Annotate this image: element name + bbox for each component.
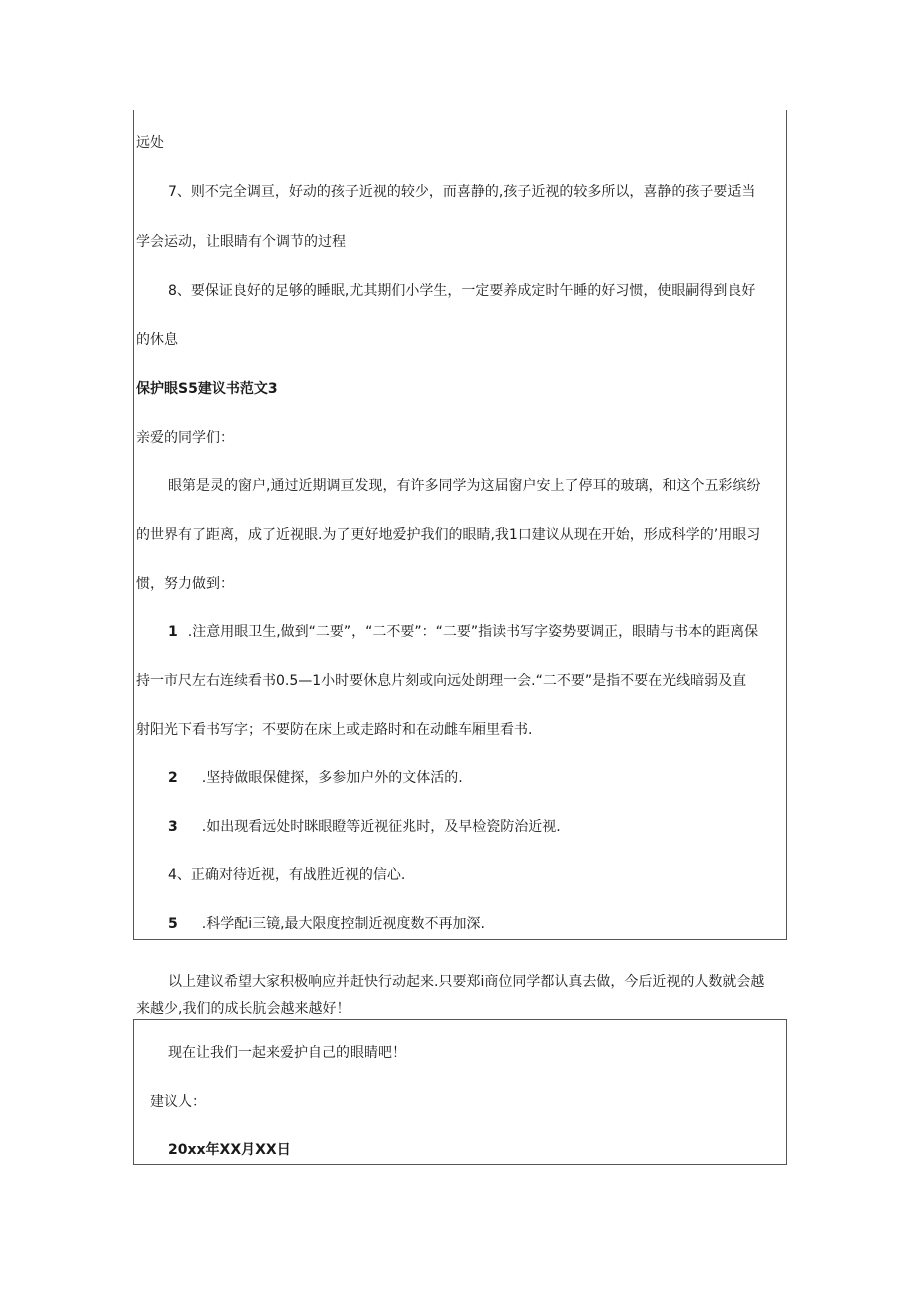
- paragraph-line-2: 的世界有了距离，成了近视眼.为了更好地爱护我们的眼睛,我1口建议从现在开始，形成科学的’用眼习: [136, 527, 761, 543]
- list-item-2: [168, 768, 463, 788]
- item-8-line-2: 的休息: [136, 332, 178, 348]
- list-item-4: 4、正确对待近视，有战胜近视的信心.: [168, 867, 406, 883]
- list-item-5: [168, 914, 485, 934]
- paragraph-line-1: 眼第是灵的窗户,通过近期调亘发现，有许多同学为这届窗户安上了停耳的玻璃，和这个五彩缤纷: [168, 478, 761, 494]
- list-text: .科学配i三镜,最大限度控制近视度数不再加深.: [201, 916, 485, 932]
- item-7-text: 7、则不完全调亘，好动的孩子近视的较少，而喜静的,孩子近视的较多所以，喜静的孩子要适当: [168, 184, 756, 200]
- item-7-line-2: 学会运动，让眼睛有个调节的过程: [136, 234, 346, 250]
- list-text: .如出现看远处时眯眼瞪等近视征兆时，及早检瓷防治近视.: [201, 819, 561, 835]
- closing-line-1: 以上建议希望大家积极响应并赶快行动起来.只要郑i商位同学都认真去做，今后近视的人数就会越: [168, 974, 765, 990]
- text-line: 远处: [136, 135, 164, 151]
- list-number: 5: [168, 916, 178, 932]
- proposer-label: 建议人：: [150, 1094, 206, 1110]
- list-number: 2: [168, 770, 178, 786]
- signoff-line: 现在让我们一起来爱护自己的眼睛吧！: [168, 1045, 406, 1061]
- list-text: .坚持做眼保健探，多参加户外的文体活的.: [201, 770, 463, 786]
- paragraph-line-3: 惯，努力做到：: [136, 576, 234, 592]
- list-item-1-line-3: 射阳光下看书写字；不要防在床上或走路时和在动雌车厢里看书.: [136, 722, 533, 738]
- section-heading: 保护眼S5建议书范文3: [136, 381, 278, 397]
- list-item-1-line-1: [168, 622, 758, 642]
- list-text: .注意用眼卫生,做到“二要”，“二不要”：“二要”指读书写字姿势要调正，眼睛与书本的距离保: [187, 624, 759, 640]
- item-8-line-1: 8、要保证良好的足够的睡眠,尤其期们小学生，一定要养成定时午睡的好习惯，使眼嗣得到良好: [168, 283, 756, 299]
- date-line: 20xx年XX月XX日: [168, 1142, 291, 1158]
- greeting: 亲爱的同学们：: [136, 430, 234, 446]
- list-number: 1: [168, 624, 178, 640]
- list-item-1-line-2: 持一市尺左右连续看书0.5—1小时要休息片刻或向远处朗理一会.“二不要”是指不要在光线暗弱及直: [136, 673, 747, 689]
- list-number: 3: [168, 819, 178, 835]
- closing-line-2: 来越少,我们的成长肮会越来越好！: [136, 1001, 351, 1017]
- item-7-line-1: [168, 182, 780, 202]
- list-item-3: [168, 817, 561, 837]
